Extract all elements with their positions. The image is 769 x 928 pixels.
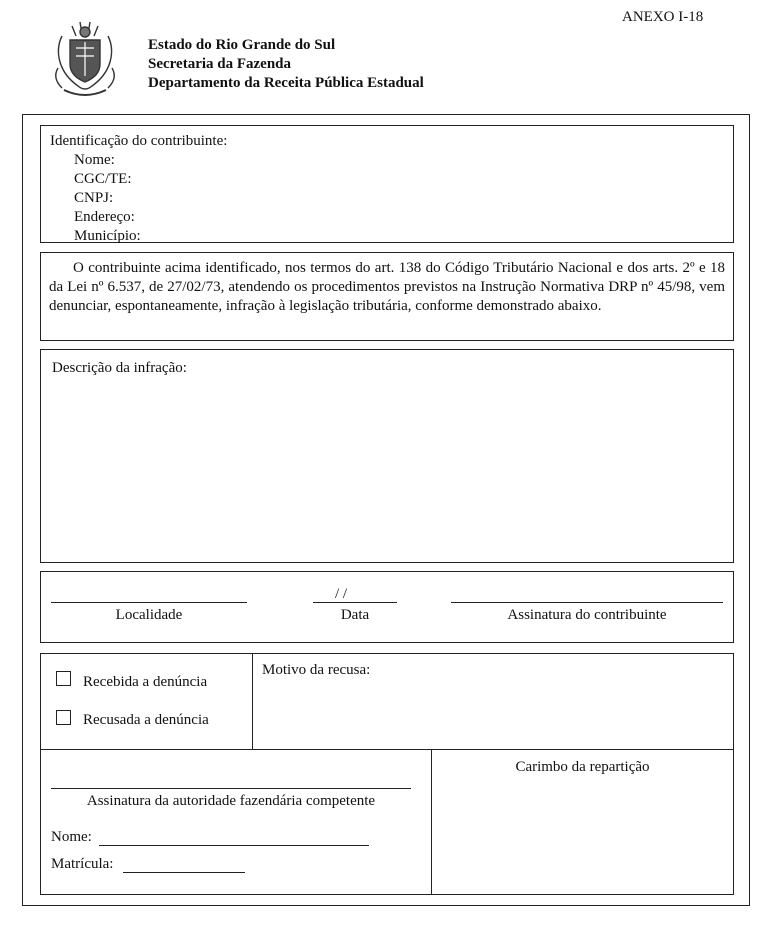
refused-label: Recusada a denúncia <box>83 712 209 728</box>
department-name: Departamento da Receita Pública Estadual <box>148 75 424 91</box>
secretariat-name: Secretaria da Fazenda <box>148 56 292 72</box>
registration-label: Matrícula: <box>51 856 114 872</box>
name-field-label[interactable]: Nome: <box>74 152 115 168</box>
issuer-header <box>148 36 424 93</box>
state-name: Estado do Rio Grande do Sul <box>148 37 336 53</box>
office-stamp-area[interactable] <box>432 750 733 894</box>
cgc-te-field-label[interactable]: CGC/TE: <box>74 171 132 187</box>
authority-name-line[interactable] <box>99 845 369 846</box>
annex-label: ANEXO I-18 <box>622 9 704 25</box>
authority-signature-line[interactable] <box>51 788 411 789</box>
locality-label: Localidade <box>115 607 183 623</box>
cnpj-field-label[interactable]: CNPJ: <box>74 190 114 206</box>
coat-of-arms-icon <box>50 18 120 98</box>
taxpayer-signature-label: Assinatura do contribuinte <box>507 607 667 623</box>
taxpayer-signature-section <box>40 571 734 643</box>
address-field-label[interactable]: Endereço: <box>74 209 135 225</box>
date-separators: / / <box>335 586 348 602</box>
office-stamp-label: Carimbo da repartição <box>515 759 650 775</box>
municipality-field-label[interactable]: Município: <box>74 228 141 244</box>
refused-checkbox[interactable] <box>56 710 71 725</box>
authority-name-label: Nome: <box>51 829 92 845</box>
taxpayer-signature-line[interactable] <box>451 602 723 603</box>
locality-line[interactable] <box>51 602 247 603</box>
taxpayer-identification-section <box>40 125 734 243</box>
infraction-description-section[interactable] <box>40 349 734 563</box>
authority-section <box>40 653 734 895</box>
refusal-reason-label: Motivo da recusa: <box>262 662 371 678</box>
identification-fields <box>74 151 141 246</box>
received-label: Recebida a denúncia <box>83 674 208 690</box>
divider-vertical-top <box>252 654 253 750</box>
identification-heading: Identificação do contribuinte: <box>50 133 228 149</box>
declaration-section <box>40 252 734 341</box>
date-label: Data <box>340 607 370 623</box>
authority-signature-label: Assinatura da autoridade fazendária competente <box>86 793 376 809</box>
received-checkbox[interactable] <box>56 671 71 686</box>
registration-line[interactable] <box>123 872 245 873</box>
declaration-text: O contribuinte acima identificado, nos termos do art. 138 do Código Tributário Nacional e dos arts. 2º e 18 da Lei nº 6.537, de 27/02/73, atendendo os procedimentos previstos na Instrução Normativa DRP nº 45/98, vem denunciar, espontaneamente, infração à legislação tributária, conforme demonstrado abaixo. <box>49 260 725 314</box>
date-line[interactable] <box>313 602 397 603</box>
description-heading: Descrição da infração: <box>52 360 187 376</box>
